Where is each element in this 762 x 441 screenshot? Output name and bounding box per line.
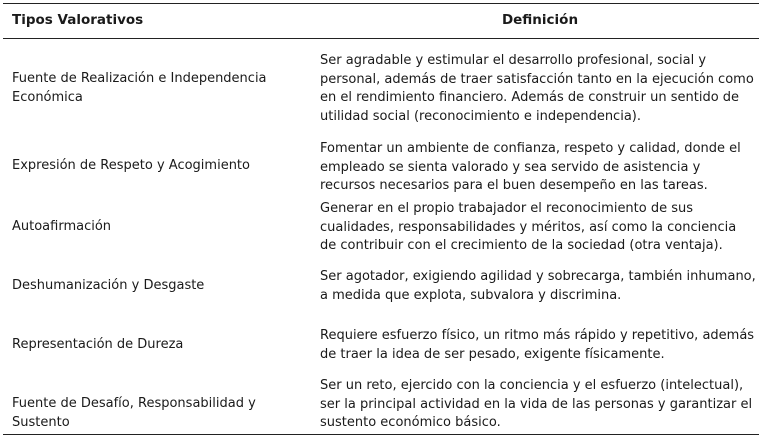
row-definition: Requiere esfuerzo físico, un ritmo más rápido y repetitivo, además de traer la idea de ser pesado, exigente físicamente. — [320, 328, 755, 362]
header-rule — [3, 38, 759, 39]
row-definition: Ser agotador, exigiendo agilidad y sobrecarga, también inhumano, a medida que explota, subvalora y discrimina. — [320, 269, 756, 303]
header-definition: Definición — [501, 12, 579, 28]
row-definition: Ser agradable y estimular el desarrollo profesional, social y personal, además de traer satisfacción tanto en la ejecución como en el rendimiento financiero. Además de construir un sentido de utilidad social (reconocimiento e independencia). — [320, 53, 754, 124]
header-types: Tipos Valorativos — [12, 12, 144, 28]
row-type: Fuente de Realización e Independencia Económica — [12, 71, 267, 105]
row-definition: Fomentar un ambiente de confianza, respeto y calidad, donde el empleado se sienta valorado y sea servido de asistencia y recursos necesarios para el buen desempeño en las tareas. — [320, 141, 741, 193]
row-definition: Generar en el propio trabajador el reconocimiento de sus cualidades, responsabilidades y méritos, así como la conciencia de contribuir con el crecimiento de la sociedad (otra ventaja). — [320, 201, 737, 253]
row-type: Fuente de Desafío, Responsabilidad y Sustento — [12, 396, 256, 430]
table-header — [3, 3, 759, 38]
row-type: Autoafirmación — [12, 219, 112, 234]
row-type: Representación de Dureza — [12, 337, 184, 352]
row-type: Deshumanización y Desgaste — [12, 278, 205, 293]
table-bottom-rule — [3, 434, 759, 435]
row-definition: Ser un reto, ejercido con la conciencia y el esfuerzo (intelectual), ser la principal actividad en la vida de las personas y garantizar el sustento económico básico. — [320, 378, 753, 430]
row-type: Expresión de Respeto y Acogimiento — [12, 158, 250, 173]
